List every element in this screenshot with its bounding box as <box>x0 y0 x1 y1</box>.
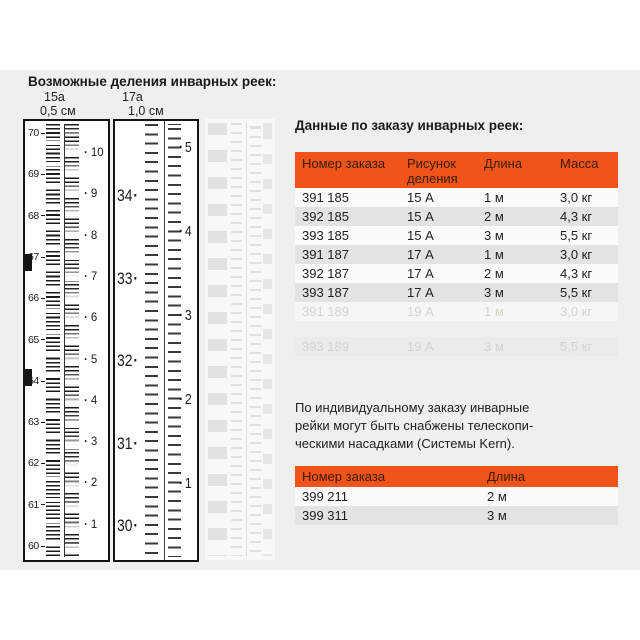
order-table-header <box>295 152 618 188</box>
table-cell: 393 189 <box>302 339 349 354</box>
ruler-number-left: 69 <box>28 168 45 180</box>
ruler-15a-code-label: 15а <box>44 90 65 104</box>
order-table-header-mass: Масса <box>560 156 599 171</box>
table-cell: 17 А <box>407 285 434 300</box>
table-cell: 393 185 <box>302 228 349 243</box>
table-cell: 4,3 кг <box>560 209 593 224</box>
ruler-number-right: · 9 <box>84 188 97 200</box>
ruler-number-right: · 4 <box>84 395 97 407</box>
table-cell: 393 187 <box>302 285 349 300</box>
left-section-heading: Возможные деления инварных реек: <box>28 74 277 89</box>
table-cell: 3 м <box>487 508 507 523</box>
individual-order-note <box>295 399 617 453</box>
ruler-number-right: · 1 <box>84 519 97 531</box>
ruler-number-right: · 8 <box>84 230 97 242</box>
table-cell: 392 187 <box>302 266 349 281</box>
ruler-number-right: · 2 <box>84 477 97 489</box>
table-cell: 19 А <box>407 304 434 319</box>
ruler-number-left: 33 · <box>117 269 138 289</box>
ghost-row-gap <box>295 321 618 337</box>
ruler-number-left: 34 · <box>117 186 138 206</box>
ruler-number-right: · 1 <box>179 476 192 492</box>
table-cell: 391 187 <box>302 247 349 262</box>
table-cell: 3,0 кг <box>560 190 593 205</box>
ruler-15a <box>23 119 110 562</box>
table-cell: 1 м <box>484 304 504 319</box>
table-row-ghost <box>295 302 618 321</box>
ruler-15a-unit-label: 0,5 см <box>40 104 76 118</box>
order-table-header-length: Длина <box>484 156 523 171</box>
ruler-number-left: 66 <box>28 292 45 304</box>
table-cell: 15 А <box>407 190 434 205</box>
ruler-number-left: 30 · <box>117 516 138 536</box>
table-cell: 1 м <box>484 190 504 205</box>
table-cell: 5,5 кг <box>560 228 593 243</box>
table-cell: 392 185 <box>302 209 349 224</box>
ruler-number-left: 60 <box>28 540 45 552</box>
ruler-number-left: 63 <box>28 416 45 428</box>
ruler-number-left: 32 · <box>117 351 138 371</box>
ghost-ruler-dash-column <box>250 123 261 556</box>
table-cell: 1 м <box>484 247 504 262</box>
ruler-number-left: 68 <box>28 210 45 222</box>
table-cell: 19 А <box>407 339 434 354</box>
ruler-number-right: · 5 <box>179 140 192 156</box>
ruler-number-right: · 2 <box>179 392 192 408</box>
note-line: По индивидуальному заказу инварные <box>295 400 530 415</box>
order-table <box>295 152 618 356</box>
table-cell: 399 211 <box>302 489 349 504</box>
table-row <box>295 283 618 302</box>
order-table-header-pattern: Рисунок деления <box>407 156 458 186</box>
table-cell: 2 м <box>484 209 504 224</box>
ghost-ruler-blocks-column <box>263 123 272 556</box>
table-cell: 15 А <box>407 209 434 224</box>
note-line: ческими насадками (Системы Kern). <box>295 436 515 451</box>
ruler-number-right: · 5 <box>84 354 97 366</box>
ruler-number-left: 64 <box>28 375 45 387</box>
table-cell: 399 311 <box>302 508 349 523</box>
ruler-number-right: · 3 <box>84 436 97 448</box>
ruler-number-right: · 7 <box>84 271 97 283</box>
ghost-faded-ruler <box>205 119 275 560</box>
ruler-number-left: 31 · <box>117 434 138 454</box>
table-row <box>295 487 618 506</box>
ruler-15a-hatch-column-2 <box>64 124 79 557</box>
table-cell: 4,3 кг <box>560 266 593 281</box>
ruler-17a-divider-line <box>164 121 165 560</box>
telescopic-table-header-number: Номер заказа <box>302 469 386 484</box>
note-line: рейки могут быть снабжены телескопи- <box>295 418 534 433</box>
table-cell: 3,0 кг <box>560 304 593 319</box>
table-cell: 17 А <box>407 266 434 281</box>
table-cell: 5,5 кг <box>560 285 593 300</box>
table-row <box>295 264 618 283</box>
table-cell: 3 м <box>484 339 504 354</box>
table-cell: 17 А <box>407 247 434 262</box>
ruler-number-right: · 6 <box>84 312 97 324</box>
right-section-heading: Данные по заказу инварных реек: <box>295 118 524 133</box>
ghost-ruler-dash-column <box>231 123 242 556</box>
ghost-ruler-divider-line <box>246 123 247 556</box>
table-row <box>295 245 618 264</box>
ruler-number-right: · 10 <box>84 147 104 159</box>
order-table-header-number: Номер заказа <box>302 156 386 171</box>
table-row <box>295 188 618 207</box>
telescopic-table-header-length: Длина <box>487 469 526 484</box>
table-cell: 3 м <box>484 285 504 300</box>
table-cell: 2 м <box>484 266 504 281</box>
table-cell: 5,5 кг <box>560 339 593 354</box>
table-row-ghost <box>295 337 618 356</box>
ruler-17a <box>113 119 199 562</box>
ruler-15a-hatch-column-1 <box>46 124 60 557</box>
table-row <box>295 506 618 525</box>
ruler-number-right: · 4 <box>179 224 192 240</box>
ruler-number-left: 65 <box>28 334 45 346</box>
ruler-number-left: 61 <box>28 499 45 511</box>
telescopic-table-header <box>295 466 618 487</box>
ruler-17a-dash-column-2 <box>168 124 181 557</box>
ruler-number-left: 70 <box>28 127 45 139</box>
ruler-17a-code-label: 17а <box>122 90 143 104</box>
ruler-number-left: 62 <box>28 457 45 469</box>
ruler-17a-unit-label: 1,0 см <box>128 104 164 118</box>
table-row <box>295 226 618 245</box>
ruler-number-right: · 3 <box>179 308 192 324</box>
table-cell: 391 185 <box>302 190 349 205</box>
table-cell: 15 А <box>407 228 434 243</box>
ruler-number-left: 67 <box>28 251 45 263</box>
table-row <box>295 207 618 226</box>
table-cell: 3 м <box>484 228 504 243</box>
telescopic-table <box>295 466 618 525</box>
ghost-ruler-blocks-column <box>208 123 227 556</box>
table-cell: 391 189 <box>302 304 349 319</box>
table-cell: 2 м <box>487 489 507 504</box>
ruler-17a-dash-column-1 <box>145 124 158 557</box>
table-cell: 3,0 кг <box>560 247 593 262</box>
